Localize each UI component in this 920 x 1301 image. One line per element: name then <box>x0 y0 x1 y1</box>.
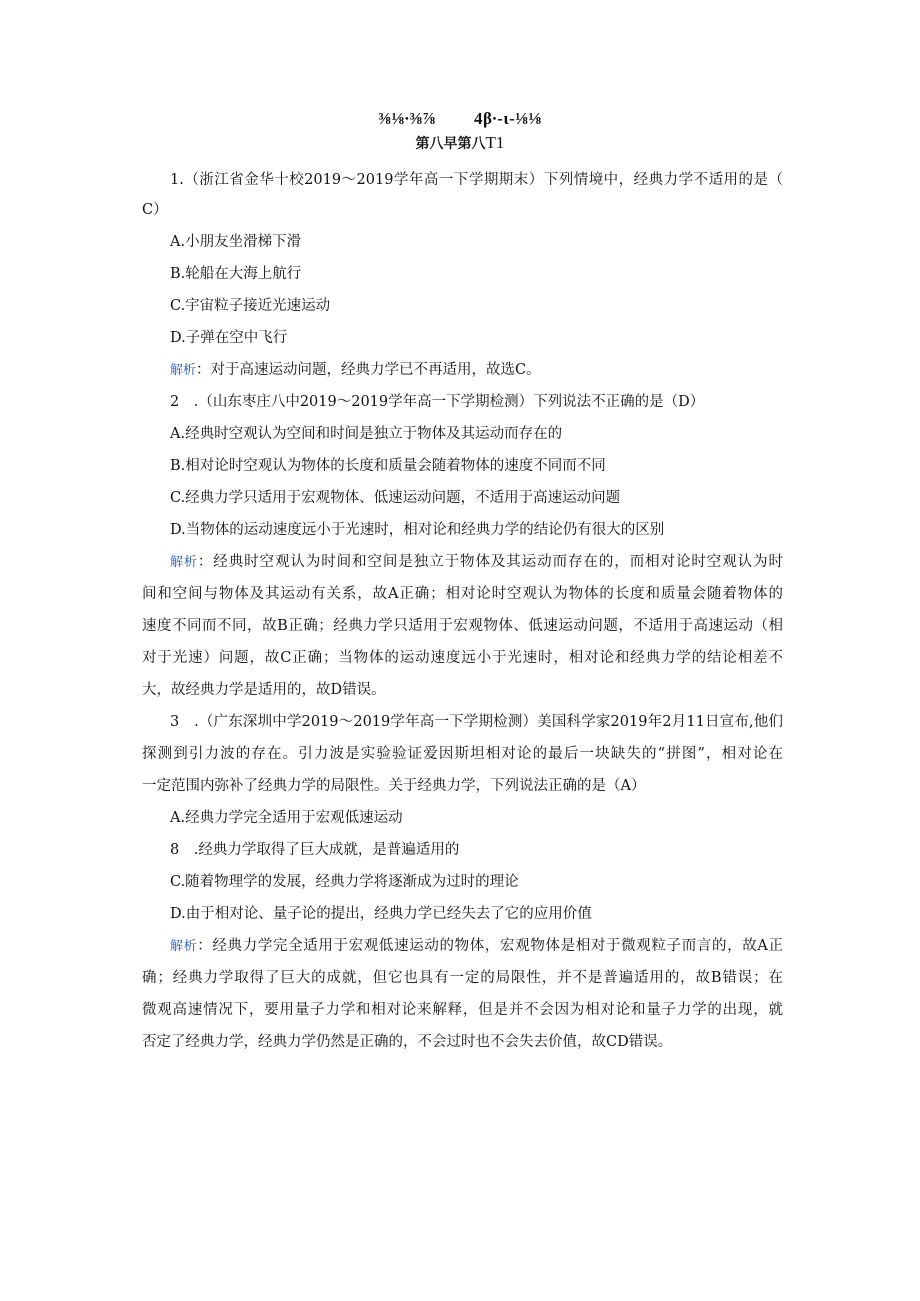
question-1-option-c: C.宇宙粒子接近光速运动 <box>170 298 331 314</box>
question-3-option-b: 8 .经典力学取得了巨大成就，是普遍适用的 <box>170 842 460 858</box>
question-2-analysis-line-4: 对于光速）问题，故C正确；当物体的运动速度远小于光速时，相对论和经典力学的结论相差不 <box>142 650 783 666</box>
analysis-label: 解析 <box>170 363 197 378</box>
question-2-analysis-line-3: 速度不同而不同，故B正确；经典力学只适用于宏观物体、低速运动问题，不适用于高速运动（相 <box>142 618 783 634</box>
question-3-analysis-line-4: 否定了经典力学，经典力学仍然是正确的，不会过时也不会失去价值，故CD错误。 <box>142 1034 673 1050</box>
question-2-option-d: D.当物体的运动速度远小于光速时，相对论和经典力学的结论仍有很大的区别 <box>170 522 665 538</box>
question-2-option-a: A.经典时空观认为空间和时间是独立于物体及其运动而存在的 <box>170 426 563 442</box>
question-1-analysis <box>170 360 541 381</box>
analysis-label: 解析 <box>170 939 198 954</box>
analysis-text: ：经典力学完全适用于宏观低速运动的物体，宏观物体是相对于微观粒子而言的，故A正 <box>197 938 783 954</box>
question-2-analysis-line-5: 大，故经典力学是适用的，故D错误。 <box>142 682 386 698</box>
question-3-analysis-line-2: 确；经典力学取得了巨大的成就，但它也具有一定的局限性，并不是普遍适用的，故B错误；在 <box>142 970 783 986</box>
section-subtitle-suffix: T1 <box>485 133 505 152</box>
question-3-analysis-line-3: 微观高速情况下，要用量子力学和相对论来解释，但是并不会因为相对论和量子力学的出现，就 <box>142 1002 783 1018</box>
question-2-option-b: B.相对论时空观认为物体的长度和质量会随着物体的速度不同而不同 <box>170 458 606 474</box>
analysis-label: 解析 <box>170 555 198 570</box>
question-1-option-a: A.小朋友坐滑梯下滑 <box>170 234 302 250</box>
section-subtitle <box>0 133 920 153</box>
analysis-text: ：对于高速运动问题，经典力学已不再适用，故选C。 <box>196 362 541 378</box>
question-1-option-b: B.轮船在大海上航行 <box>170 266 302 282</box>
question-2-analysis-line-2: 间和空间与物体及其运动有关系，故A正确；相对论时空观认为物体的长度和质量会随着物体的 <box>142 586 783 602</box>
question-2-stem: 2 .（山东枣庄八中2019～2019学年高一下学期检测）下列说法不正确的是（D） <box>170 394 705 410</box>
question-3-option-d: D.由于相对论、量子论的提出，经典力学已经失去了它的应用价值 <box>170 906 592 922</box>
question-3-stem-line-3: 一定范围内弥补了经典力学的局限性。关于经典力学，下列说法正确的是（A） <box>142 778 646 794</box>
question-3-analysis-line-1 <box>170 936 783 957</box>
question-2-option-c: C.经典力学只适用于宏观物体、低速运动问题，不适用于高速运动问题 <box>170 490 621 506</box>
question-1-option-d: D.子弹在空中飞行 <box>170 330 288 346</box>
question-3-stem-line-2: 探测到引力波的存在。引力波是实验验证爱因斯坦相对论的最后一块缺失的“拼图”，相对论在 <box>142 746 783 762</box>
question-1-stem-line-2: C） <box>142 202 168 218</box>
question-3-option-a: A.经典力学完全适用于宏观低速运动 <box>170 810 403 826</box>
question-2-analysis-line-1 <box>170 552 783 573</box>
page-title: ⅜⅛∙⅜⅞ 4β∙-ι-⅛⅛ <box>378 109 542 128</box>
question-3-option-c: C.随着物理学的发展，经典力学将逐渐成为过时的理论 <box>170 874 519 890</box>
question-3-stem-line-1: 3 .（广东深圳中学2019～2019学年高一下学期检测）美国科学家2019年2月11日宣布,他们 <box>170 714 783 730</box>
section-subtitle-prefix: 第八早第八 <box>415 136 486 152</box>
analysis-text: ：经典时空观认为时间和空间是独立于物体及其运动而存在的，而相对论时空观认为时 <box>197 554 783 570</box>
question-1-stem-line-1: 1.（浙江省金华十校2019～2019学年高一下学期期末）下列情境中，经典力学不适用的是（ <box>170 172 783 188</box>
